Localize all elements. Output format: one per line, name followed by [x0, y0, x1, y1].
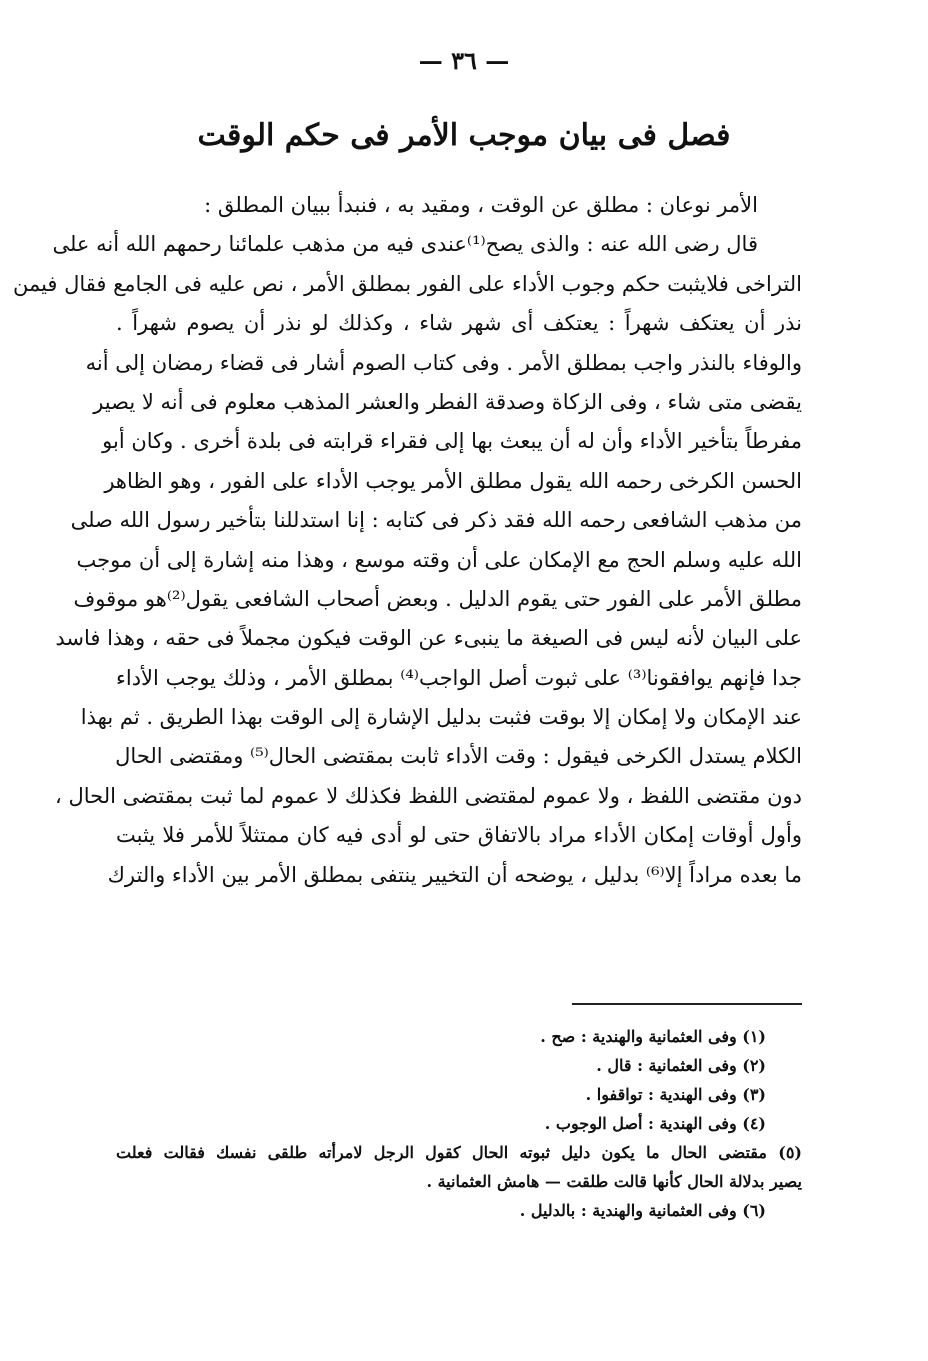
- body-line: عند الإمكان ولا إمكان إلا بوقت فثبت بدليل الإشارة إلى الوقت بهذا الطريق . ثم بهذا: [80, 705, 802, 730]
- footnotes: [116, 1022, 802, 1225]
- body-line: قال رضى الله عنه : والذى يصح⁽¹⁾عندى فيه من مذهب علمائنا رحمهم الله أنه على: [52, 232, 758, 257]
- body-line: الأمر نوعان : مطلق عن الوقت ، ومقيد به ، فنبدأ ببيان المطلق :: [204, 193, 758, 217]
- body-line: التراخى فلايثبت حكم وجوب الأداء على الفور بمطلق الأمر ، نص عليه فى الجامع فقال فيمن: [12, 271, 802, 296]
- body-text: [12, 186, 802, 895]
- footnote: (١) وفى العثمانية والهندية : صح .: [540, 1027, 766, 1046]
- body-line: دون مقتضى اللفظ ، ولا عموم لمقتضى اللفظ فكذلك لا عموم لما ثبت بمقتضى الحال ،: [55, 783, 802, 808]
- body-line: نذر أن يعتكف شهراً : يعتكف أى شهر شاء ، وكذلك لو نذر أن يصوم شهراً .: [116, 311, 802, 336]
- footnote-continuation: يصير بدلالة الحال كأنها قالت طلقت — هامش العثمانية .: [426, 1172, 802, 1191]
- footnote: (٣) وفى الهندية : تواقفوا .: [585, 1085, 766, 1104]
- body-line: الله عليه وسلم الحج مع الإمكان على أن وقته موسع ، وهذا منه إشارة إلى أن موجب: [76, 547, 802, 572]
- footnote: (٤) وفى الهندية : أصل الوجوب .: [544, 1114, 766, 1133]
- body-line: يقضى متى شاء ، وفى الزكاة وصدقة الفطر والعشر المذهب معلوم فى أنه لا يصير: [93, 389, 802, 414]
- body-line: ما بعده مراداً إلا⁽⁶⁾ بدليل ، يوضحه أن التخيير ينتفى بمطلق الأمر بين الأداء والترك: [107, 862, 802, 887]
- body-line: من مذهب الشافعى رحمه الله فقد ذكر فى كتابه : إنا استدللنا بتأخير رسول الله صلى: [70, 508, 802, 533]
- chapter-title: فصل فى بيان موجب الأمر فى حكم الوقت: [197, 118, 731, 153]
- footnote-separator: [572, 1003, 802, 1005]
- body-line: الحسن الكرخى رحمه الله يقول مطلق الأمر يوجب الأداء على الفور ، وهو الظاهر: [104, 468, 802, 493]
- body-line: وأول أوقات إمكان الأداء مراد بالاتفاق حتى لو أدى فيه كان ممتثلاً للأمر فلا يثبت: [116, 823, 802, 848]
- footnote: (٦) وفى العثمانية والهندية : بالدليل .: [519, 1201, 766, 1220]
- body-line: والوفاء بالنذر واجب بمطلق الأمر . وفى كتاب الصوم أشار فى قضاء رمضان إلى أنه: [85, 350, 802, 375]
- body-line: الكلام يستدل الكرخى فيقول : وقت الأداء ثابت بمقتضى الحال⁽⁵⁾ ومقتضى الحال: [115, 744, 802, 769]
- body-line: مفرطاً بتأخير الأداء وأن له أن يبعث بها إلى فقراء قرابته فى بلدة أخرى . وكان أبو: [102, 429, 802, 454]
- body-line: جدا فإنهم يوافقونا⁽³⁾ على ثبوت أصل الواجب⁽⁴⁾ بمطلق الأمر ، وذلك يوجب الأداء: [116, 665, 802, 690]
- body-line: على البيان لأنه ليس فى الصيغة ما ينبىء عن الوقت فيكون مجملاً فى حقه ، وهذا فاسد: [55, 626, 802, 651]
- page-number: — ٣٦ —: [418, 46, 510, 75]
- footnote: (٥) مقتضى الحال ما يكون دليل ثبوته الحال كقول الرجل لامرأته طلقى نفسك فقالت فعلت: [116, 1143, 802, 1162]
- footnote: (٢) وفى العثمانية : قال .: [596, 1056, 766, 1075]
- body-line: مطلق الأمر على الفور حتى يقوم الدليل . وبعض أصحاب الشافعى يقول⁽²⁾هو موقوف: [73, 586, 802, 611]
